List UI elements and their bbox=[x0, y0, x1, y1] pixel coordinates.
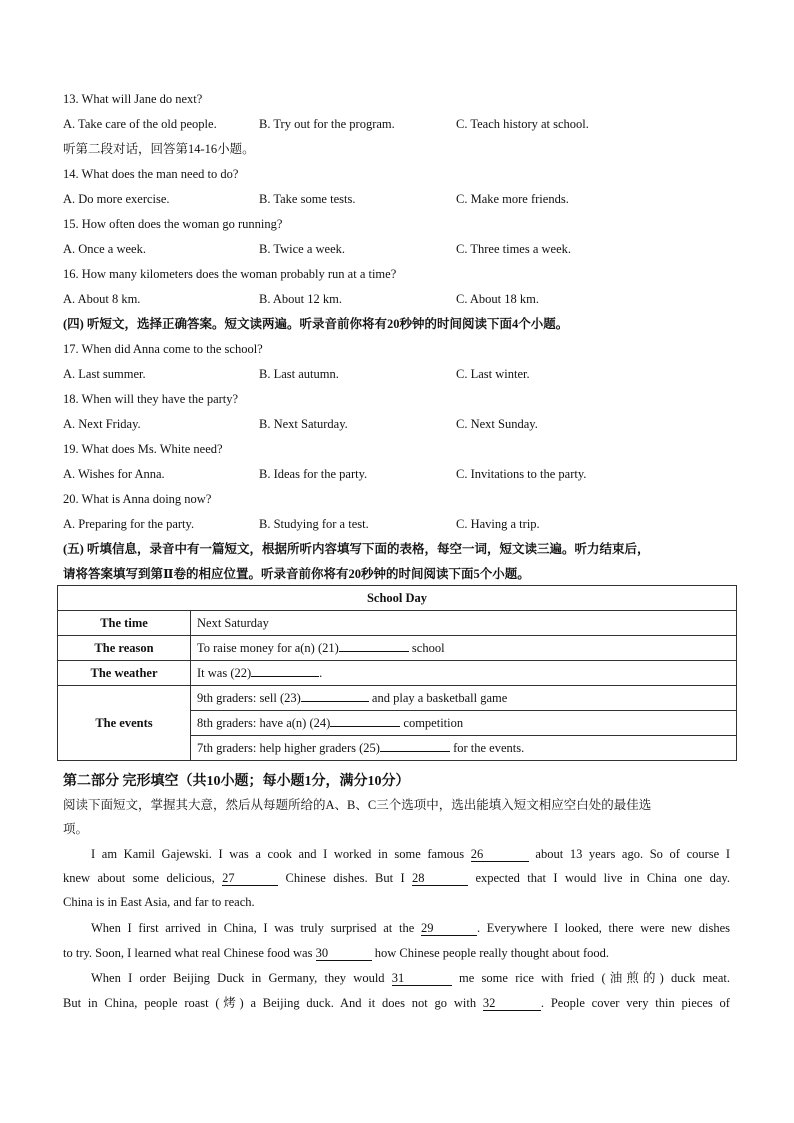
section-5-title-line1: (五) 听填信息，录音中有一篇短文，根据所听内容填写下面的表格，每空一词，短文读三遍。听力结束后， bbox=[63, 542, 650, 556]
cloze-blank-30[interactable]: 30 bbox=[316, 946, 372, 961]
options-16 bbox=[63, 291, 738, 307]
cell-text: It was (22) bbox=[197, 665, 252, 680]
question-20: 20. What is Anna doing now? bbox=[63, 492, 212, 506]
options-15 bbox=[63, 241, 738, 257]
question-18: 18. When will they have the party? bbox=[63, 392, 239, 406]
section-4-title: (四) 听短文，选择正确答案。短文读两遍。听录音前你将有20秒钟的时间阅读下面4个小题。 bbox=[63, 317, 569, 331]
option-a: A. About 8 km. bbox=[63, 292, 141, 306]
option-c: C. Last winter. bbox=[456, 367, 530, 381]
passage-text: But in China, people roast (烤) a Beijing duck. And it does not go with bbox=[63, 996, 483, 1010]
passage-line bbox=[63, 842, 730, 866]
row-label-weather: The weather bbox=[58, 661, 191, 686]
section-5-title-line2: 请将答案填写到第Ⅱ卷的相应位置。听录音前你将有20秒钟的时间阅读下面5个小题。 bbox=[63, 567, 530, 581]
options-20 bbox=[63, 516, 738, 532]
event-row-2 bbox=[191, 711, 737, 736]
option-b: B. Ideas for the party. bbox=[259, 467, 368, 481]
question-19: 19. What does Ms. White need? bbox=[63, 442, 223, 456]
option-a: A. Take care of the old people. bbox=[63, 117, 217, 131]
passage-text: how Chinese people really thought about food. bbox=[371, 946, 610, 960]
answer-blank-21[interactable] bbox=[339, 651, 409, 652]
question-14: 14. What does the man need to do? bbox=[63, 167, 239, 181]
option-c: C. Make more friends. bbox=[456, 192, 569, 206]
passage-text: knew about some delicious, bbox=[63, 871, 223, 885]
question-17: 17. When did Anna come to the school? bbox=[63, 342, 263, 356]
passage-text: about 13 years ago. So of course I bbox=[528, 847, 730, 861]
answer-blank-24[interactable] bbox=[330, 726, 400, 727]
cell-text: school bbox=[408, 640, 445, 655]
passage-line: China is in East Asia, and far to reach. bbox=[63, 895, 255, 909]
table-row bbox=[58, 636, 737, 661]
option-b: B. Studying for a test. bbox=[259, 517, 369, 531]
passage-line bbox=[63, 991, 730, 1015]
row-label-events: The events bbox=[58, 686, 191, 761]
passage-text: to try. Soon, I learned what real Chinese food was bbox=[63, 946, 316, 960]
passage-text: I am Kamil Gajewski. I was a cook and I worked in some famous bbox=[91, 847, 471, 861]
answer-blank-23[interactable] bbox=[301, 701, 369, 702]
passage-text: When I first arrived in China, I was truly surprised at the bbox=[91, 921, 421, 935]
options-18 bbox=[63, 416, 738, 432]
row-value-weather bbox=[191, 661, 737, 686]
row-value-time: Next Saturday bbox=[191, 611, 737, 636]
event-row-3 bbox=[191, 736, 737, 761]
option-b: B. About 12 km. bbox=[259, 292, 342, 306]
part-2-title: 第二部分 完形填空（共10小题；每小题1分，满分10分） bbox=[63, 774, 410, 789]
part-2-instruction-line1: 阅读下面短文，掌握其大意，然后从每题所给的A、B、C三个选项中，选出能填入短文相应空白处的最佳选 bbox=[63, 798, 652, 812]
row-label-reason: The reason bbox=[58, 636, 191, 661]
question-13: 13. What will Jane do next? bbox=[63, 92, 203, 106]
cloze-blank-26[interactable]: 26 bbox=[471, 847, 529, 862]
option-a: A. Last summer. bbox=[63, 367, 146, 381]
cell-text: 8th graders: have a(n) (24) bbox=[197, 715, 331, 730]
cell-text: . bbox=[319, 665, 323, 680]
cloze-blank-28[interactable]: 28 bbox=[412, 871, 468, 886]
cloze-blank-32[interactable]: 32 bbox=[483, 996, 541, 1011]
answer-blank-25[interactable] bbox=[380, 751, 450, 752]
passage-text: Chinese dishes. But I bbox=[278, 871, 413, 885]
school-day-table bbox=[57, 585, 737, 761]
row-value-reason bbox=[191, 636, 737, 661]
option-a: A. Wishes for Anna. bbox=[63, 467, 165, 481]
cloze-blank-27[interactable]: 27 bbox=[222, 871, 278, 886]
cell-text: competition bbox=[400, 715, 464, 730]
option-c: C. Three times a week. bbox=[456, 242, 572, 256]
table-row bbox=[58, 661, 737, 686]
cloze-blank-31[interactable]: 31 bbox=[392, 971, 452, 986]
event-row-1 bbox=[191, 686, 737, 711]
option-c: C. Invitations to the party. bbox=[456, 467, 587, 481]
option-c: C. Next Sunday. bbox=[456, 417, 538, 431]
cell-text: and play a basketball game bbox=[368, 690, 508, 705]
table-row bbox=[58, 586, 737, 611]
option-c: C. Teach history at school. bbox=[456, 117, 589, 131]
question-16: 16. How many kilometers does the woman probably run at a time? bbox=[63, 267, 397, 281]
passage-text: When I order Beijing Duck in Germany, they would bbox=[91, 971, 392, 985]
table-row bbox=[58, 686, 737, 711]
question-15: 15. How often does the woman go running? bbox=[63, 217, 283, 231]
options-14 bbox=[63, 191, 738, 207]
row-label-time: The time bbox=[58, 611, 191, 636]
cloze-blank-29[interactable]: 29 bbox=[421, 921, 477, 936]
options-17 bbox=[63, 366, 738, 382]
option-b: B. Try out for the program. bbox=[259, 117, 395, 131]
section-note-2: 听第二段对话，回答第14-16小题。 bbox=[63, 142, 255, 156]
options-13 bbox=[63, 116, 738, 132]
part-2-instruction-line2: 项。 bbox=[63, 822, 89, 836]
option-b: B. Last autumn. bbox=[259, 367, 339, 381]
option-a: A. Next Friday. bbox=[63, 417, 141, 431]
cell-text: for the events. bbox=[449, 740, 525, 755]
option-c: C. Having a trip. bbox=[456, 517, 540, 531]
passage-line bbox=[63, 941, 730, 965]
option-b: B. Next Saturday. bbox=[259, 417, 348, 431]
table-title: School Day bbox=[58, 586, 737, 611]
option-c: C. About 18 km. bbox=[456, 292, 539, 306]
cell-text: To raise money for a(n) (21) bbox=[197, 640, 339, 655]
option-b: B. Take some tests. bbox=[259, 192, 356, 206]
passage-line bbox=[63, 866, 730, 890]
cell-text: 9th graders: sell (23) bbox=[197, 690, 301, 705]
table-row bbox=[58, 611, 737, 636]
passage-line bbox=[63, 916, 730, 940]
cell-text: 7th graders: help higher graders (25) bbox=[197, 740, 380, 755]
option-a: A. Once a week. bbox=[63, 242, 146, 256]
answer-blank-22[interactable] bbox=[251, 676, 319, 677]
passage-text: . People cover very thin pieces of bbox=[540, 996, 730, 1010]
passage-text: . Everywhere I looked, there were new dishes bbox=[476, 921, 730, 935]
option-a: A. Preparing for the party. bbox=[63, 517, 195, 531]
options-19 bbox=[63, 466, 738, 482]
option-b: B. Twice a week. bbox=[259, 242, 346, 256]
passage-line bbox=[63, 966, 730, 990]
option-a: A. Do more exercise. bbox=[63, 192, 170, 206]
passage-text: me some rice with fried (油煎的) duck meat. bbox=[451, 971, 730, 985]
passage-text: expected that I would live in China one day. bbox=[468, 871, 730, 885]
